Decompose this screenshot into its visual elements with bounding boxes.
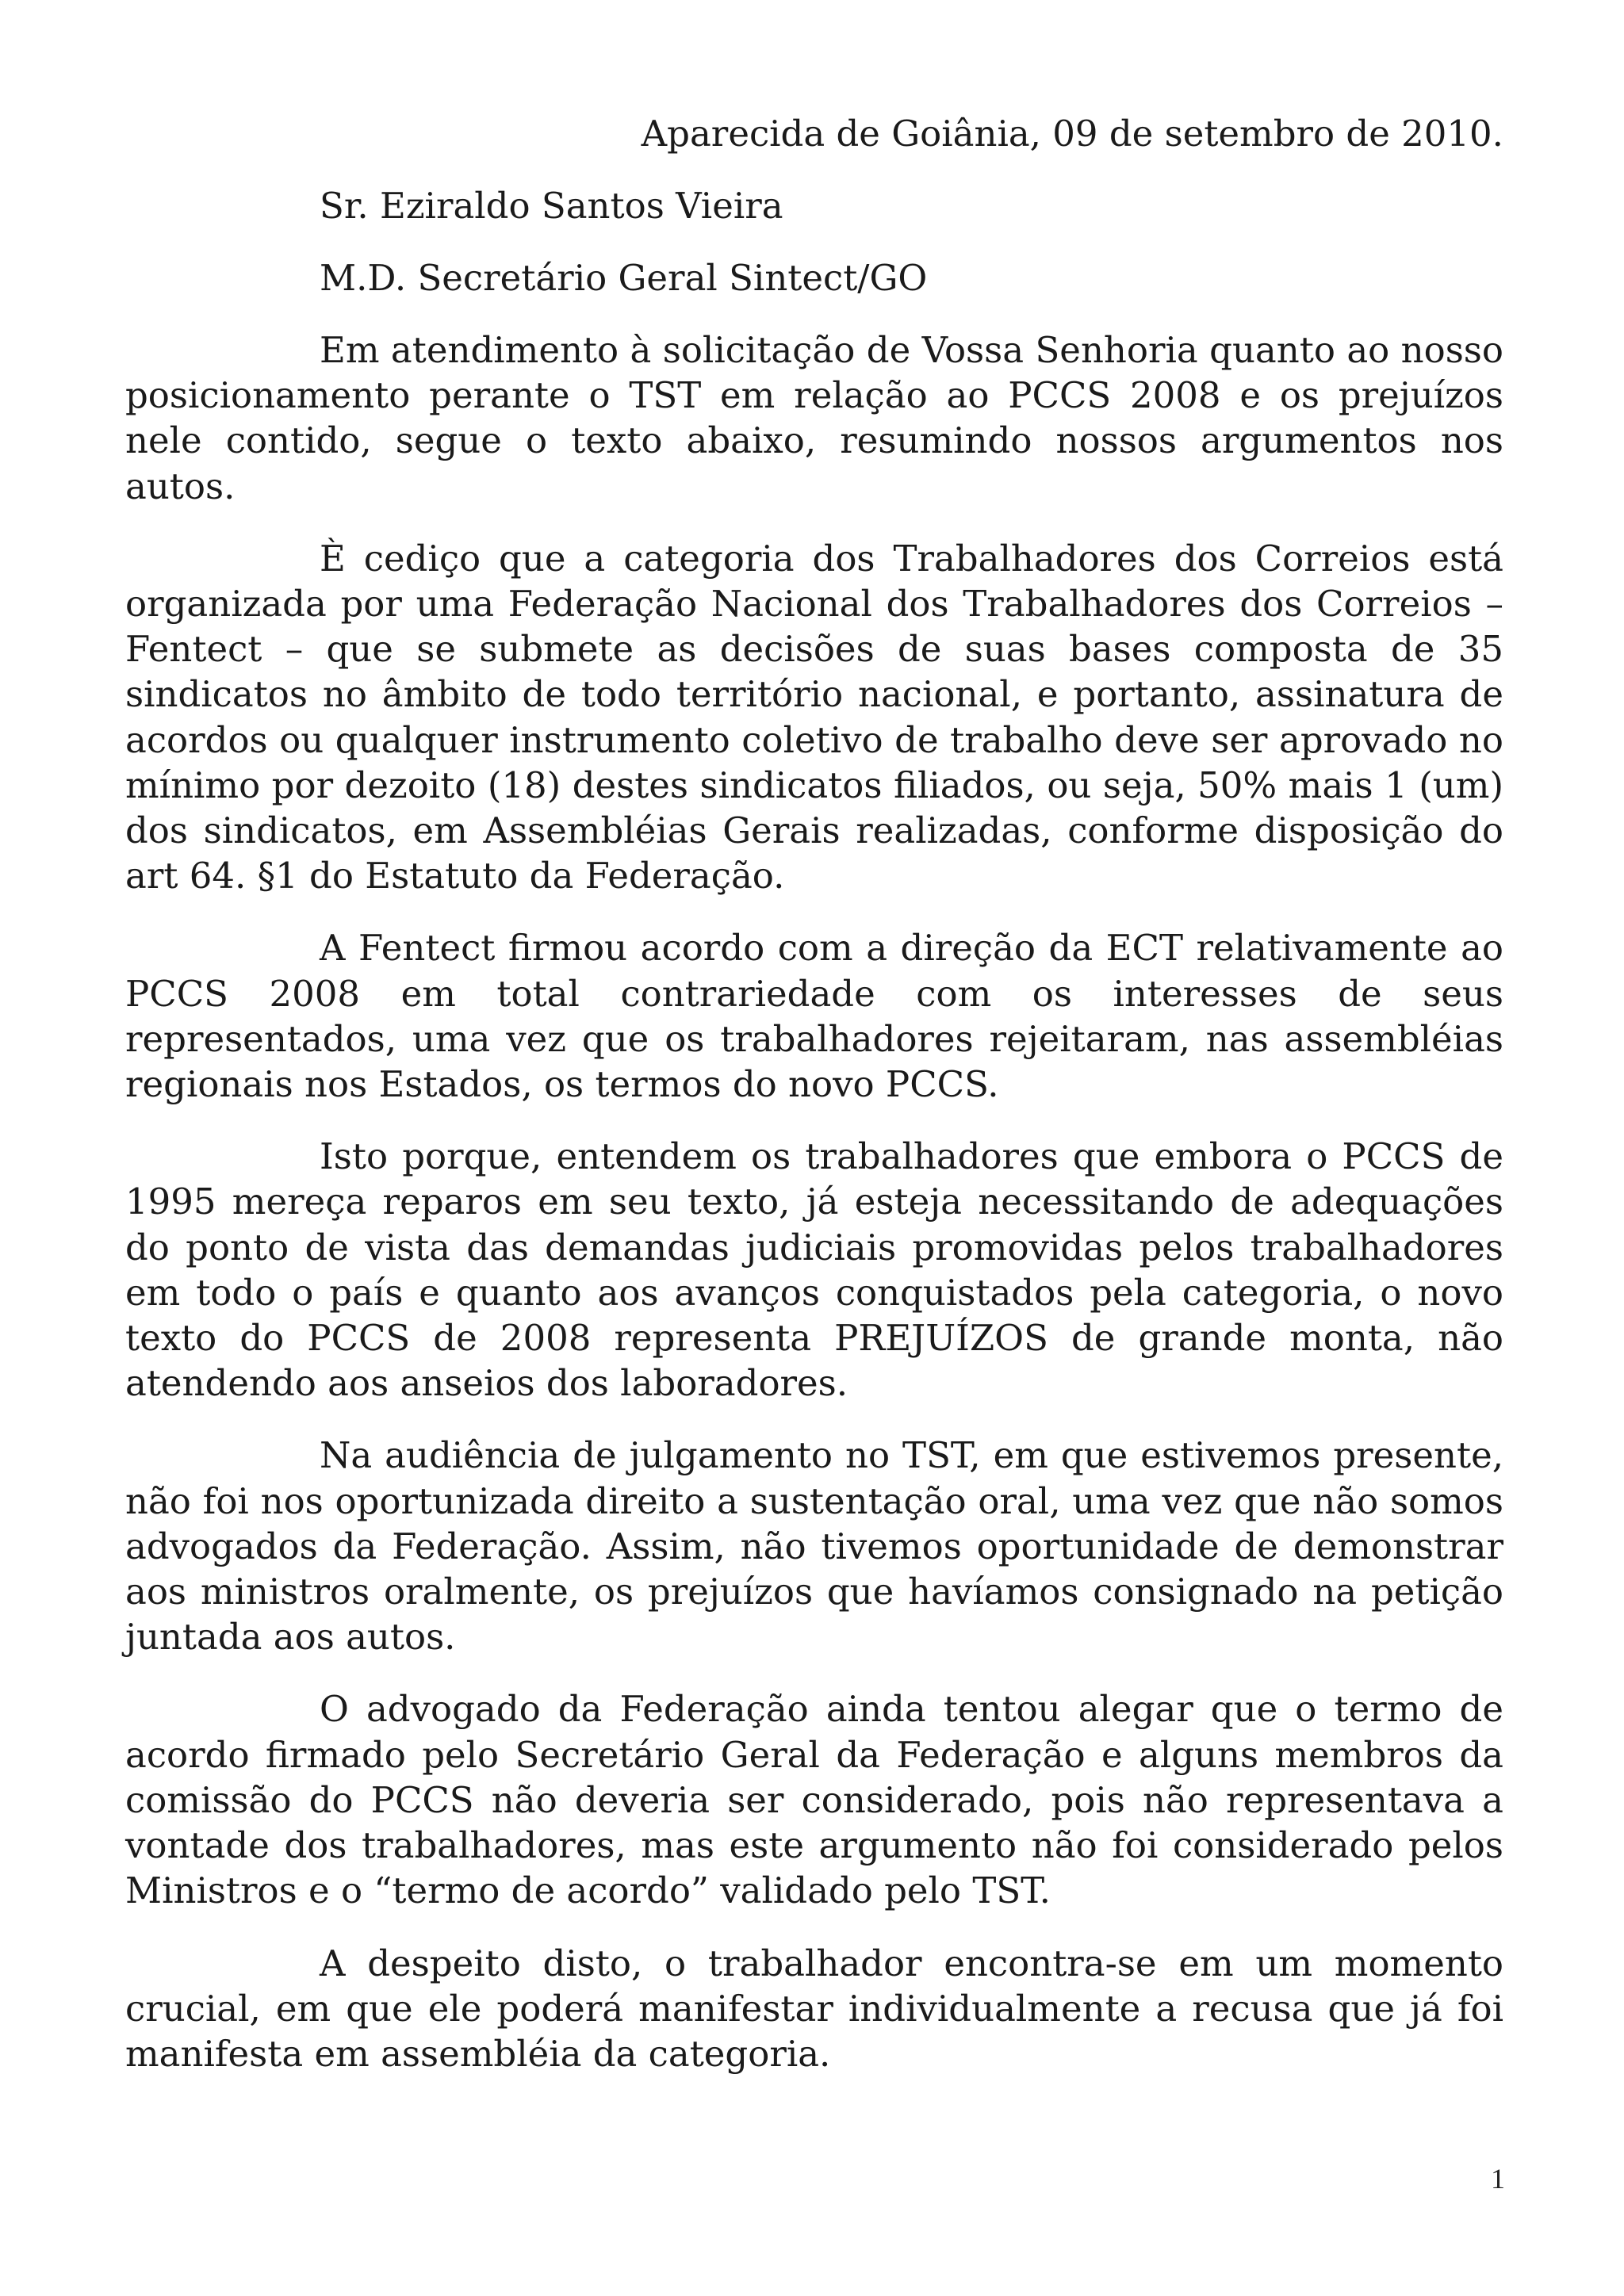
recipient-title: M.D. Secretário Geral Sintect/GO xyxy=(320,257,928,299)
paragraph-7: A despeito disto, o trabalhador encontra-se em um momento crucial, em que ele poderá manifestar individualmente a recusa que já foi manifesta em assembléia da categoria. xyxy=(125,1942,1503,2075)
paragraph-3: A Fentect firmou acordo com a direção da ECT relativamente ao PCCS 2008 em total contrariedade com os interesses de seus representados, uma vez que os trabalhadores rejeitaram, nas assembléias regionais nos Estados, os termos do novo PCCS. xyxy=(125,927,1503,1106)
page-number: 1 xyxy=(1491,2163,1505,2195)
letter-page xyxy=(125,111,1503,2103)
letter-body xyxy=(125,327,1503,2076)
paragraph-6: O advogado da Federação ainda tentou alegar que o termo de acordo firmado pelo Secretário Geral da Federação e alguns membros da comissão do PCCS não deveria ser considerado, pois não representava a vontade dos trabalhadores, mas este argumento não foi considerado pelos Ministros e o “termo de acordo” validado pelo TST. xyxy=(125,1688,1503,1912)
paragraph-1: Em atendimento à solicitação de Vossa Senhoria quanto ao nosso posicionamento perante o TST em relação ao PCCS 2008 e os prejuízos nele contido, segue o texto abaixo, resumindo nossos argumentos nos autos. xyxy=(125,329,1503,507)
paragraph-4: Isto porque, entendem os trabalhadores que embora o PCCS de 1995 mereça reparos em seu texto, já esteja necessitando de adequações do ponto de vista das demandas judiciais promovidas pelos trabalhadores em todo o país e quanto aos avanços conquistados pela categoria, o novo texto do PCCS de 2008 representa PREJUÍZOS de grande monta, não atendendo aos anseios dos laboradores. xyxy=(125,1135,1503,1405)
paragraph-2: È cediço que a categoria dos Trabalhadores dos Correios está organizada por uma Federação Nacional dos Trabalhadores dos Correios – Fentect – que se submete as decisões de suas bases composta de 35 sindicatos no âmbito de todo território nacional, e portanto, assinatura de acordos ou qualquer instrumento coletivo de trabalho deve ser aprovado no mínimo por dezoito (18) destes sindicatos filiados, ou seja, 50% mais 1 (um) dos sindicatos, em Assembléias Gerais realizadas, conforme disposição do art 64. §1 do Estatuto da Federação. xyxy=(125,537,1503,897)
date-line: Aparecida de Goiânia, 09 de setembro de 2010. xyxy=(641,113,1503,155)
paragraph-5: Na audiência de julgamento no TST, em que estivemos presente, não foi nos oportunizada direito a sustentação oral, uma vez que não somos advogados da Federação. Assim, não tivemos oportunidade de demonstrar aos ministros oralmente, os prejuízos que havíamos consignado na petição juntada aos autos. xyxy=(125,1434,1503,1659)
recipient-name: Sr. Eziraldo Santos Vieira xyxy=(320,185,783,227)
recipient-block xyxy=(125,183,1503,300)
